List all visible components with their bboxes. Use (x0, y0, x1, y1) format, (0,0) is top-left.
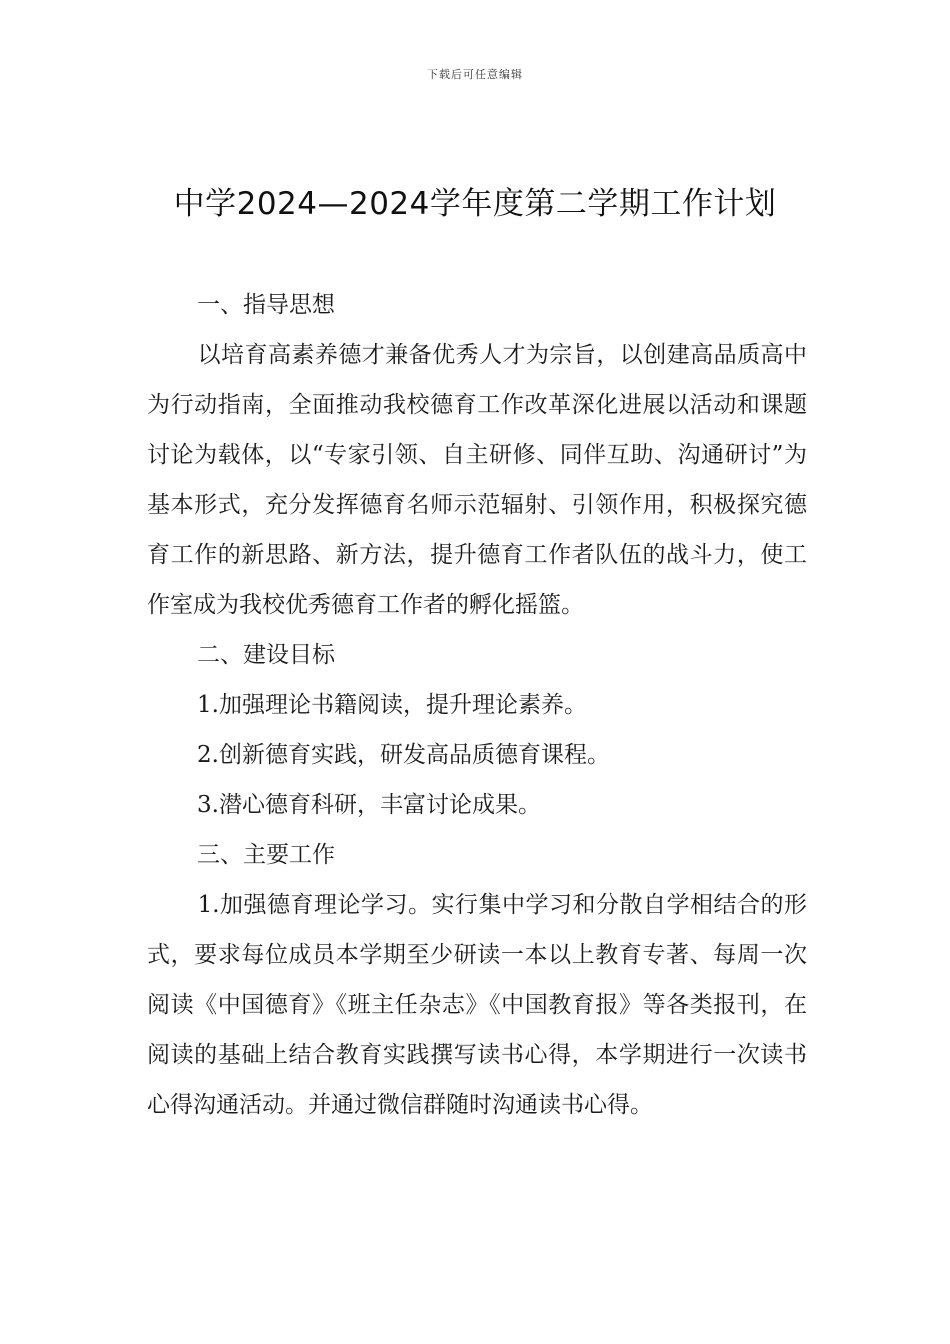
section-heading-goals: 二、建设目标 (197, 642, 335, 668)
header-note: 下载后可任意编辑 (427, 68, 523, 81)
section-heading-guiding-thought: 一、指导思想 (197, 292, 335, 318)
document-body (147, 280, 807, 1130)
goal-item-2: 2.创新德育实践，研发高品质德育课程。 (197, 742, 610, 768)
goal-item-3: 3.潜心德育科研，丰富讨论成果。 (197, 792, 541, 818)
goal-item-1: 1.加强理论书籍阅读，提升理论素养。 (197, 692, 587, 718)
paragraph-guiding-thought: 以培育高素养德才兼备优秀人才为宗旨，以创建高品质高中为行动指南，全面推动我校德育工作改革深化进展以活动和课题讨论为载体，以“专家引领、自主研修、同伴互助、沟通研讨”为基本形式，充分发挥德育名师示范辐射、引领作用，积极探究德育工作的新思路、新方法，提升德育工作者队伍的战斗力，使工作室成为我校优秀德育工作者的孵化摇篮。 (147, 342, 807, 618)
section-heading-main-work: 三、主要工作 (197, 842, 335, 868)
document-title: 中学2024—2024学年度第二学期工作计划 (173, 186, 777, 222)
paragraph-main-work: 1.加强德育理论学习。实行集中学习和分散自学相结合的形式，要求每位成员本学期至少研读一本以上教育专著、每周一次阅读《中国德育》《班主任杂志》《中国教育报》等各类报刊，在阅读的基础上结合教育实践撰写读书心得，本学期进行一次读书心得沟通活动。并通过微信群随时沟通读书心得。 (147, 892, 807, 1118)
